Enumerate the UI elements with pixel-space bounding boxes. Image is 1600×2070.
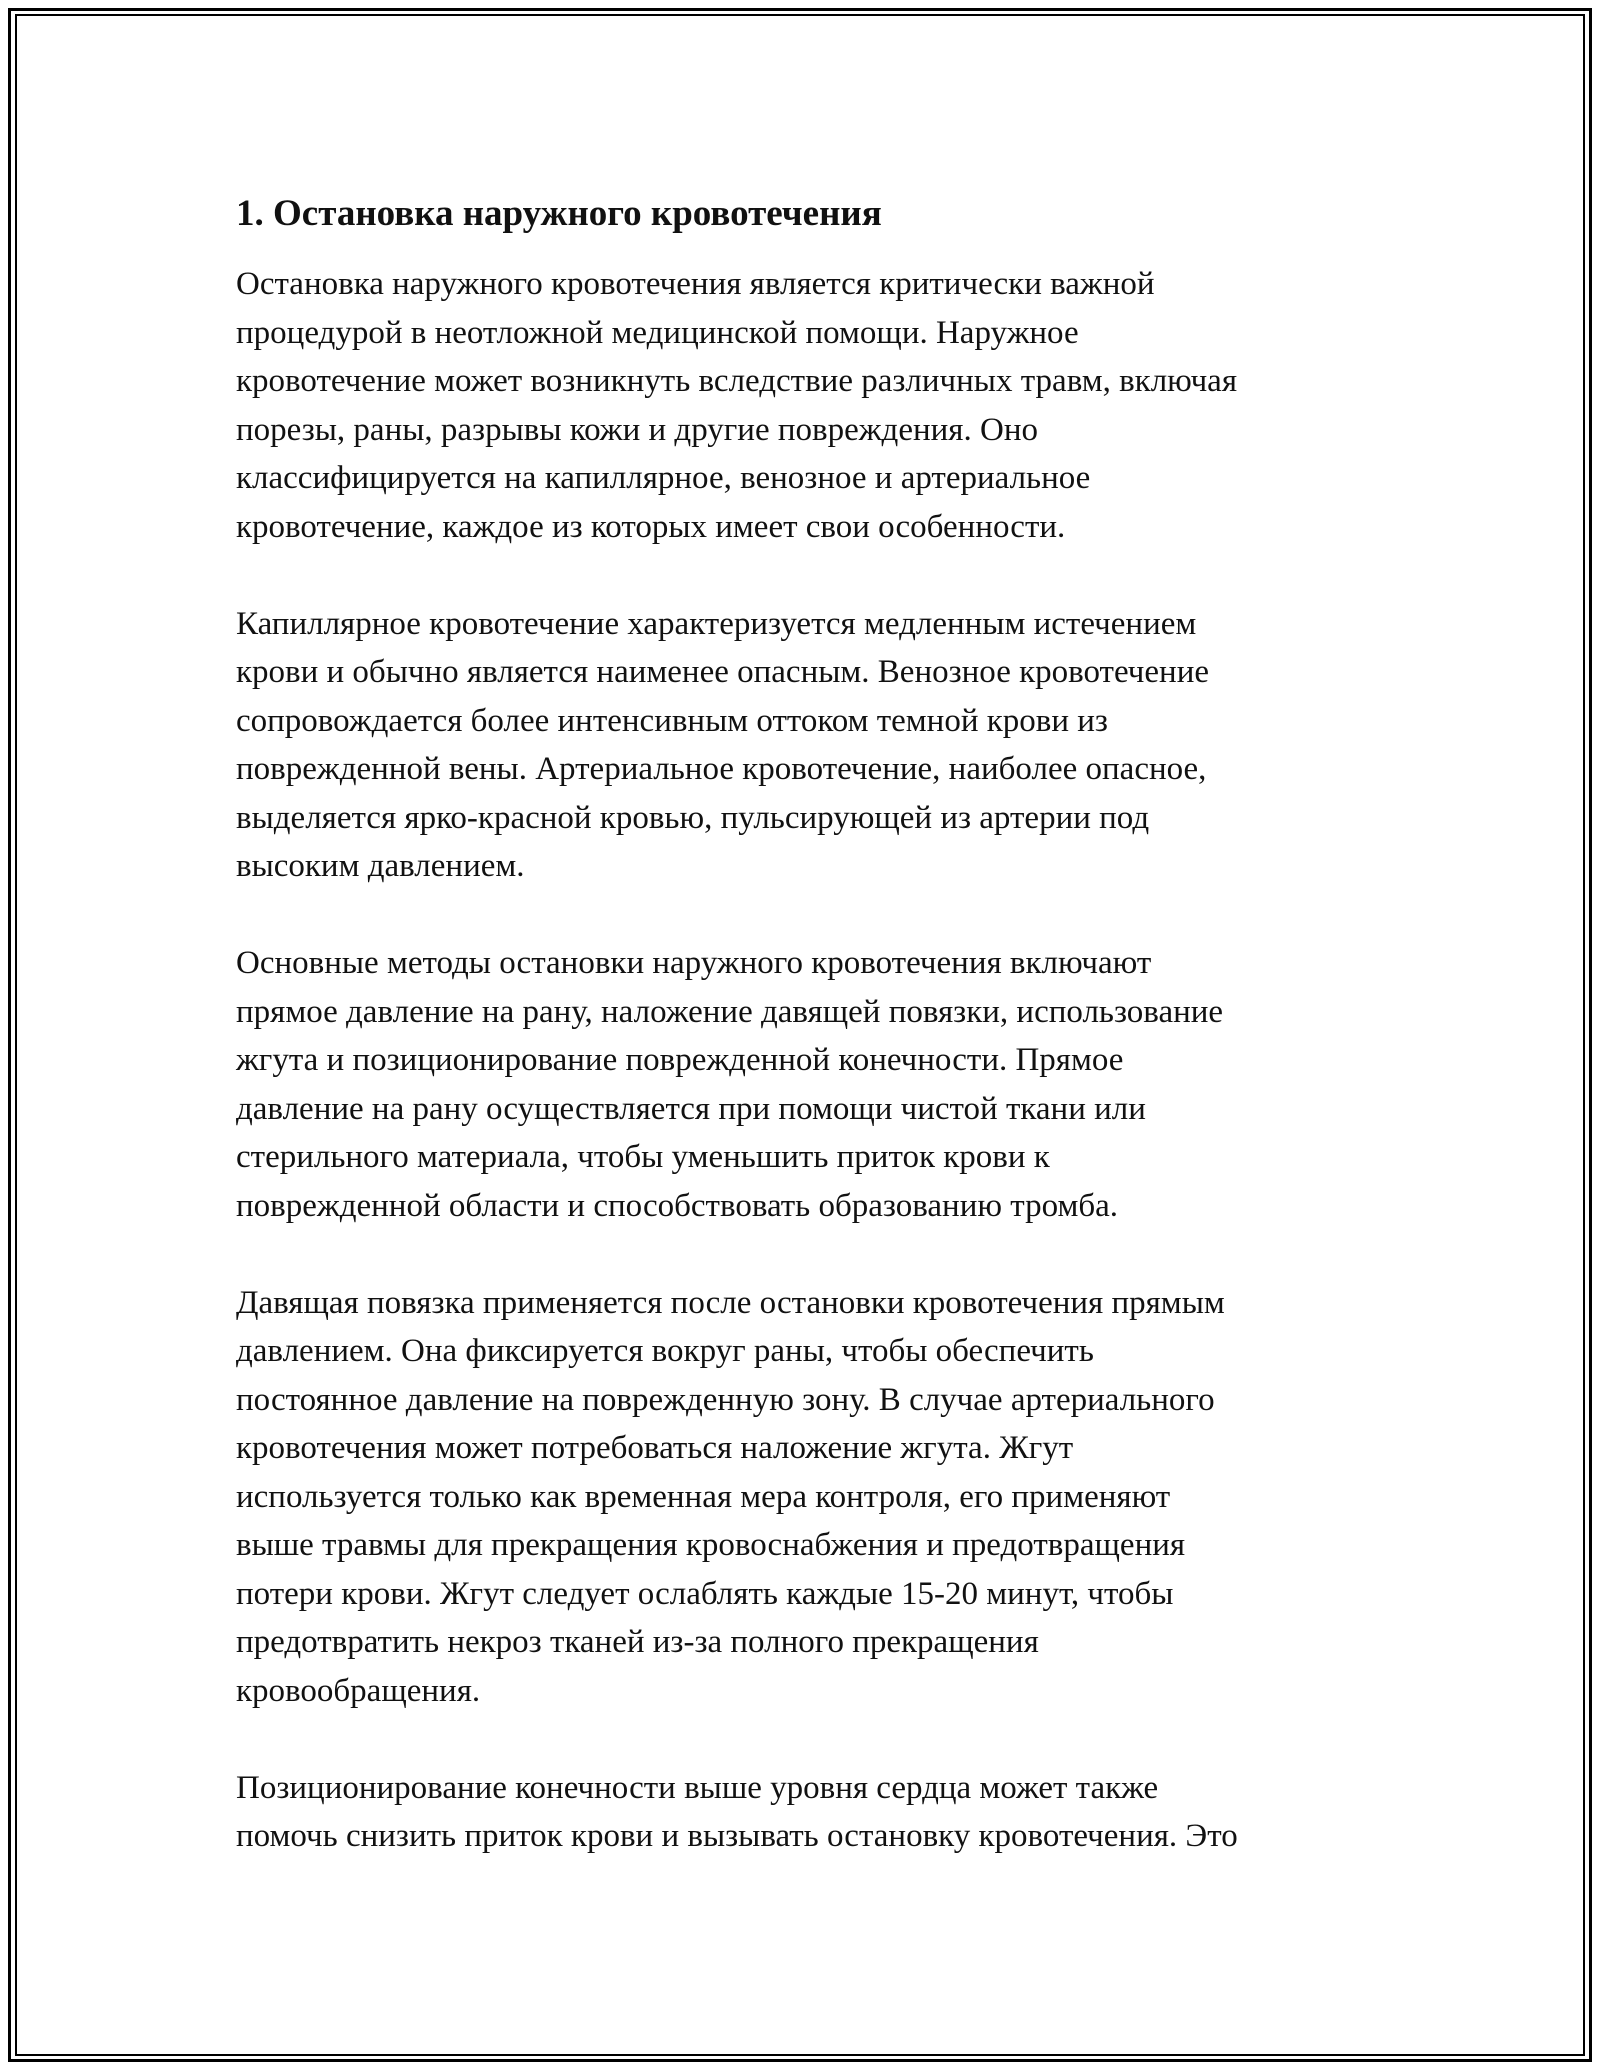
section-heading: 1. Остановка наружного кровотечения (236, 193, 882, 234)
paragraph-pressure-bandage: Давящая повязка применяется после остановки кровотечения прямым давлением. Она фиксируется вокруг раны, чтобы обеспечить постоянное давление на поврежденную зону. В случае артериального кровотечения может потребоваться наложение жгута. Жгут используется только как временная мера контроля, его применяют выше травмы для прекращения кровоснабжения и предотвращения потери крови. Жгут следует ослаблять каждые 15-20 минут, чтобы предотвратить некроз тканей из-за полного прекращения кровообращения. (236, 1284, 1225, 1709)
document-body (236, 188, 1366, 1909)
paragraph-limb-positioning: Позиционирование конечности выше уровня сердца может также помочь снизить приток крови и вызывать остановку кровотечения. Это (236, 1769, 1238, 1854)
paragraph-methods: Основные методы остановки наружного кровотечения включают прямое давление на рану, наложение давящей повязки, использование жгута и позиционирование поврежденной конечности. Прямое давление на рану осуществляется при помощи чистой ткани или стерильного материала, чтобы уменьшить приток крови к поврежденной области и способствовать образованию тромба. (236, 945, 1224, 1224)
paragraph-bleeding-types: Капиллярное кровотечение характеризуется медленным истечением крови и обычно является наименее опасным. Венозное кровотечение сопровождается более интенсивным оттоком темной крови из поврежденной вены. Артериальное кровотечение, наиболее опасное, выделяется ярко-красной кровью, пульсирующей из артерии под высоким давлением. (236, 605, 1210, 884)
paragraph-intro: Остановка наружного кровотечения является критически важной процедурой в неотложной медицинской помощи. Наружное кровотечение может возникнуть вследствие различных травм, включая порезы, раны, разрывы кожи и другие повреждения. Оно классифицируется на капиллярное, венозное и артериальное кровотечение, каждое из которых имеет свои особенности. (236, 266, 1238, 545)
